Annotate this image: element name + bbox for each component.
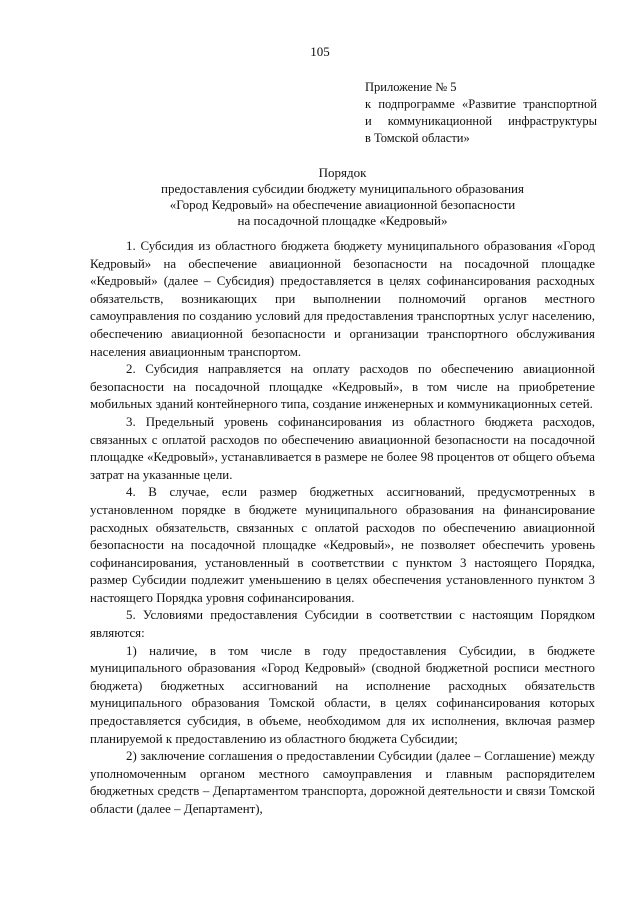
title-line: на посадочной площадке «Кедровый» — [237, 213, 448, 228]
paragraph-5: 5. Условиями предоставления Субсидии в соответствии с настоящим Порядком являются: — [90, 608, 595, 641]
paragraph-1: 1. Субсидия из областного бюджета бюджету муниципального образования «Город Кедровый» на обеспечение авиационной безопасности на посадочной площадке «Кедровый» (далее – Субсидия) предоставляется в целях софинансирования расходных обязательств, возникающих при выполнении полномочий органов местного самоуправления по созданию условий для предоставления транспортных услуг населению, обеспечению авиационной безопасности и организации транспортного обслуживания населения авиационным транспортом. — [90, 239, 595, 359]
appendix-line: к подпрограмме «Развитие транспортной — [365, 97, 597, 111]
paragraph-3: 3. Предельный уровень софинансирования из областного бюджета расходов, связанных с оплатой расходов по обеспечению авиационной безопасности на посадочной площадке «Кедровый», устанавливается в размере не более 98 процентов от общего объема затрат на указанные цели. — [90, 414, 595, 482]
page-number: 105 — [310, 44, 330, 59]
title-line: «Город Кедровый» на обеспечение авиационной безопасности — [169, 197, 516, 212]
appendix-line: Приложение № 5 — [365, 80, 457, 94]
document-body — [90, 238, 595, 819]
title-line: предоставления субсидии бюджету муниципального образования — [160, 181, 524, 196]
paragraph-2: 2. Субсидия направляется на оплату расходов по обеспечению авиационной безопасности на посадочной площадке «Кедровый», в том числе на приобретение мобильных зданий контейнерного типа, создание инженерных и коммуникационных сетей. — [90, 362, 595, 412]
document-title — [90, 165, 595, 229]
appendix-note — [365, 79, 597, 147]
appendix-line: и коммуникационной инфраструктуры — [365, 114, 597, 128]
appendix-line: в Томской области» — [365, 131, 470, 145]
paragraph-4: 4. В случае, если размер бюджетных ассигнований, предусмотренных в установленном порядке в бюджете муниципального образования на финансирование расходных обязательств, связанных с оплатой расходов по обеспечению авиационной безопасности на посадочной площадке «Кедровый», не позволяет обеспечить уровень софинансирования, установленный в соответствии с пунктом 3 настоящего Порядка, размер Субсидии подлежит уменьшению в целях обеспечения установленного пунктом 3 настоящего Порядка уровня софинансирования. — [90, 485, 595, 605]
title-heading: Порядок — [318, 165, 367, 180]
subparagraph-2: 2) заключение соглашения о предоставлении Субсидии (далее – Соглашение) между уполномоченным органом местного самоуправления и главным распорядителем бюджетных средств – Департаментом транспорта, дорожной деятельности и связи Томской области (далее – Департамент), — [90, 749, 595, 816]
subparagraph-1: 1) наличие, в том числе в году предоставления Субсидии, в бюджете муниципального образования «Город Кедровый» (сводной бюджетной росписи местного бюджета) бюджетных ассигнований на исполнение расходных обязательств муниципального образования Томской области, в целях софинансирования которых предоставляется субсидия, в объеме, необходимом для их исполнения, включая размер планируемой к предоставлению из областного бюджета Субсидии; — [90, 643, 595, 746]
